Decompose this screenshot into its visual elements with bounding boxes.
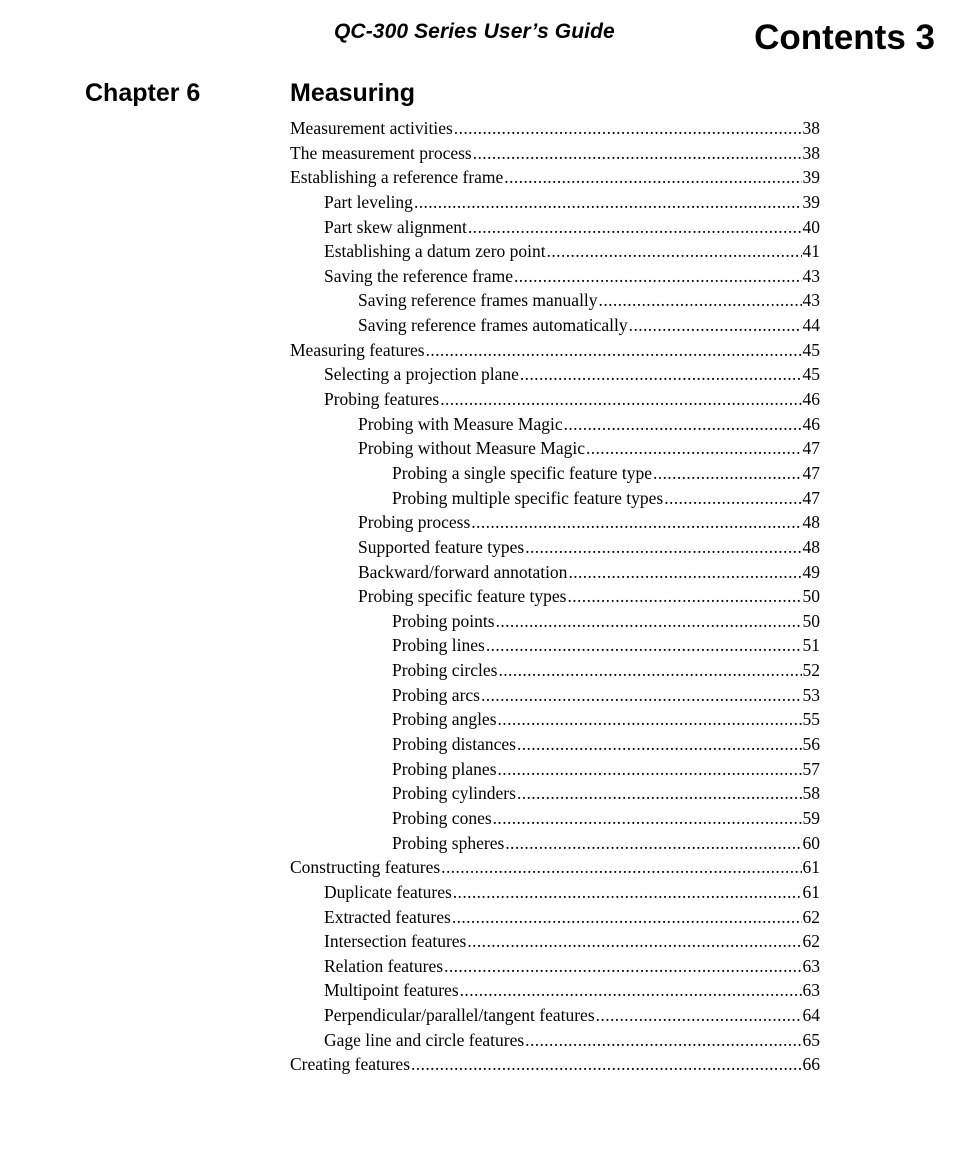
toc-page-number: 45	[802, 364, 820, 385]
toc-page-number: 46	[802, 413, 820, 434]
toc-entry-title: Gage line and circle features	[324, 1029, 525, 1050]
toc-entry-title: Relation features	[324, 955, 444, 976]
toc-entry[interactable]	[290, 1028, 820, 1053]
dot-leader	[414, 190, 802, 215]
toc-entry-title: Establishing a reference frame	[290, 167, 504, 188]
toc-entry[interactable]	[290, 264, 820, 289]
toc-page-number: 63	[802, 980, 820, 1001]
dot-leader	[454, 116, 802, 141]
toc-page-number: 63	[802, 955, 820, 976]
toc-entry[interactable]	[290, 165, 820, 190]
toc-page-number: 64	[802, 1005, 820, 1026]
toc-entry-title: Supported feature types	[358, 536, 525, 557]
dot-leader	[517, 732, 802, 757]
toc-page-number: 48	[802, 536, 820, 557]
dot-leader	[426, 338, 802, 363]
toc-page-number: 61	[802, 857, 820, 878]
toc-entry[interactable]	[290, 116, 820, 141]
toc-page-number: 57	[802, 758, 820, 779]
toc-entry[interactable]	[290, 929, 820, 954]
toc-entry[interactable]	[290, 510, 820, 535]
dot-leader	[486, 633, 802, 658]
toc-entry[interactable]	[290, 362, 820, 387]
toc-entry-title: Creating features	[290, 1054, 411, 1075]
dot-leader	[473, 141, 802, 166]
toc-entry[interactable]	[290, 1003, 820, 1028]
toc-page-number: 56	[802, 734, 820, 755]
dot-leader	[505, 831, 801, 856]
toc-page-number: 53	[802, 684, 820, 705]
toc-entry-title: Probing with Measure Magic	[358, 413, 563, 434]
toc-entry[interactable]	[290, 215, 820, 240]
toc-entry-title: Part skew alignment	[324, 216, 467, 237]
toc-page-number: 38	[802, 118, 820, 138]
toc-page-number: 39	[802, 167, 820, 188]
toc-page-number: 48	[802, 512, 820, 533]
toc-entry[interactable]	[290, 387, 820, 412]
toc-entry[interactable]	[290, 855, 820, 880]
toc-entry[interactable]	[290, 239, 820, 264]
dot-leader	[453, 880, 802, 905]
toc-entry[interactable]	[290, 288, 820, 313]
toc-page-number: 45	[802, 339, 820, 360]
toc-entry-title: Establishing a datum zero point	[324, 241, 546, 262]
dot-leader	[629, 313, 802, 338]
toc-entry[interactable]	[290, 338, 820, 363]
toc-entry[interactable]	[290, 190, 820, 215]
toc-entry-title: Probing multiple specific feature types	[392, 487, 664, 508]
dot-leader	[520, 362, 802, 387]
dot-leader	[471, 510, 801, 535]
dot-leader	[444, 954, 801, 979]
toc-page-number: 46	[802, 389, 820, 410]
dot-leader	[586, 436, 802, 461]
dot-leader	[514, 264, 802, 289]
toc-entry-title: Saving reference frames automatically	[358, 315, 628, 336]
dot-leader	[525, 1028, 801, 1053]
toc-page-number: 59	[802, 807, 820, 828]
toc-page-number: 52	[802, 660, 820, 681]
toc-page-number: 47	[802, 487, 820, 508]
toc-entry[interactable]	[290, 486, 820, 511]
dot-leader	[653, 461, 802, 486]
toc-page-number: 49	[802, 561, 820, 582]
dot-leader	[468, 215, 802, 240]
toc-entry-title: Backward/forward annotation	[358, 561, 568, 582]
toc-entry[interactable]	[290, 535, 820, 560]
dot-leader	[481, 683, 802, 708]
toc-page-number: 62	[802, 906, 820, 927]
section-title: Contents 3	[754, 18, 935, 57]
toc-entry-title: The measurement process	[290, 142, 472, 163]
chapter-title: Measuring	[290, 79, 416, 107]
toc-entry[interactable]	[290, 609, 820, 634]
toc-page-number: 51	[802, 635, 820, 656]
toc-entry[interactable]	[290, 707, 820, 732]
toc-entry[interactable]	[290, 781, 820, 806]
toc-entry[interactable]	[290, 461, 820, 486]
toc-page-number: 61	[802, 881, 820, 902]
toc-page-number: 65	[802, 1029, 820, 1050]
toc-entry[interactable]	[290, 905, 820, 930]
dot-leader	[664, 486, 801, 511]
toc-entry[interactable]	[290, 412, 820, 437]
toc-entry-title: Measurement activities	[290, 118, 453, 138]
toc-entry[interactable]	[290, 978, 820, 1003]
toc-entry[interactable]	[290, 1052, 820, 1077]
toc-entry[interactable]	[290, 732, 820, 757]
toc-entry[interactable]	[290, 633, 820, 658]
toc-page-number: 44	[802, 315, 820, 336]
toc-page-number: 60	[802, 832, 820, 853]
toc-entry-title: Part leveling	[324, 191, 413, 212]
toc-entry-title: Probing arcs	[392, 684, 480, 705]
dot-leader	[496, 609, 802, 634]
toc-entry-title: Selecting a projection plane	[324, 364, 519, 385]
toc-entry[interactable]	[290, 954, 820, 979]
dot-leader	[498, 658, 801, 683]
toc-entry-title: Probing points	[392, 610, 495, 631]
toc-entry-title: Duplicate features	[324, 881, 452, 902]
toc-entry[interactable]	[290, 436, 820, 461]
toc-page-number: 58	[802, 783, 820, 804]
toc-entry-title: Saving the reference frame	[324, 265, 513, 286]
toc-entry[interactable]	[290, 683, 820, 708]
toc-entry-title: Probing a single specific feature type	[392, 462, 652, 483]
toc-entry-title: Extracted features	[324, 906, 451, 927]
toc-entry-title: Perpendicular/parallel/tangent features	[324, 1005, 595, 1026]
toc-page-number: 39	[802, 191, 820, 212]
toc-entry[interactable]	[290, 806, 820, 831]
toc-page-number: 47	[802, 438, 820, 459]
toc-entry[interactable]	[290, 141, 820, 166]
toc-page-number: 40	[802, 216, 820, 237]
toc-entry-title: Probing angles	[392, 709, 497, 730]
dot-leader	[498, 707, 802, 732]
toc-entry[interactable]	[290, 880, 820, 905]
toc-entry[interactable]	[290, 584, 820, 609]
toc-page-number: 55	[802, 709, 820, 730]
toc-entry-title: Multipoint features	[324, 980, 459, 1001]
toc-entry-title: Probing without Measure Magic	[358, 438, 585, 459]
dot-leader	[596, 1003, 802, 1028]
toc-entry-title: Probing specific feature types	[358, 586, 567, 607]
dot-leader	[568, 560, 801, 585]
toc-page-number: 38	[802, 142, 820, 163]
toc-entry-title: Probing distances	[392, 734, 516, 755]
toc-entry[interactable]	[290, 313, 820, 338]
toc-entry-title: Constructing features	[290, 857, 441, 878]
table-of-contents	[290, 116, 820, 1077]
toc-entry-title: Probing planes	[392, 758, 497, 779]
dot-leader	[525, 535, 801, 560]
dot-leader	[460, 978, 802, 1003]
toc-page-number: 66	[802, 1054, 820, 1075]
dot-leader	[493, 806, 802, 831]
dot-leader	[517, 781, 802, 806]
toc-page-number: 47	[802, 462, 820, 483]
toc-entry-title: Probing spheres	[392, 832, 505, 853]
toc-page-number: 43	[802, 290, 820, 311]
dot-leader	[467, 929, 801, 954]
dot-leader	[452, 905, 802, 930]
dot-leader	[411, 1052, 801, 1077]
toc-entry-title: Probing cylinders	[392, 783, 516, 804]
dot-leader	[547, 239, 802, 264]
toc-entry[interactable]	[290, 658, 820, 683]
toc-entry-title: Probing lines	[392, 635, 485, 656]
toc-entry[interactable]	[290, 560, 820, 585]
dot-leader	[599, 288, 802, 313]
toc-entry-title: Probing features	[324, 389, 440, 410]
toc-entry[interactable]	[290, 831, 820, 856]
toc-entry-title: Intersection features	[324, 931, 467, 952]
toc-entry-title: Probing circles	[392, 660, 498, 681]
toc-page-number: 62	[802, 931, 820, 952]
dot-leader	[564, 412, 802, 437]
dot-leader	[440, 387, 801, 412]
toc-entry-title: Probing process	[358, 512, 471, 533]
toc-page-number: 50	[802, 586, 820, 607]
toc-entry[interactable]	[290, 757, 820, 782]
toc-entry-title: Probing cones	[392, 807, 492, 828]
dot-leader	[567, 584, 801, 609]
toc-entry-title: Saving reference frames manually	[358, 290, 598, 311]
dot-leader	[441, 855, 801, 880]
toc-page-number: 50	[802, 610, 820, 631]
toc-page-number: 41	[802, 241, 820, 262]
dot-leader	[504, 165, 801, 190]
dot-leader	[498, 757, 802, 782]
chapter-label: Chapter 6	[85, 79, 201, 107]
toc-page-number: 43	[802, 265, 820, 286]
document-title: QC-300 Series User’s Guide	[334, 20, 615, 43]
toc-entry-title: Measuring features	[290, 339, 425, 360]
